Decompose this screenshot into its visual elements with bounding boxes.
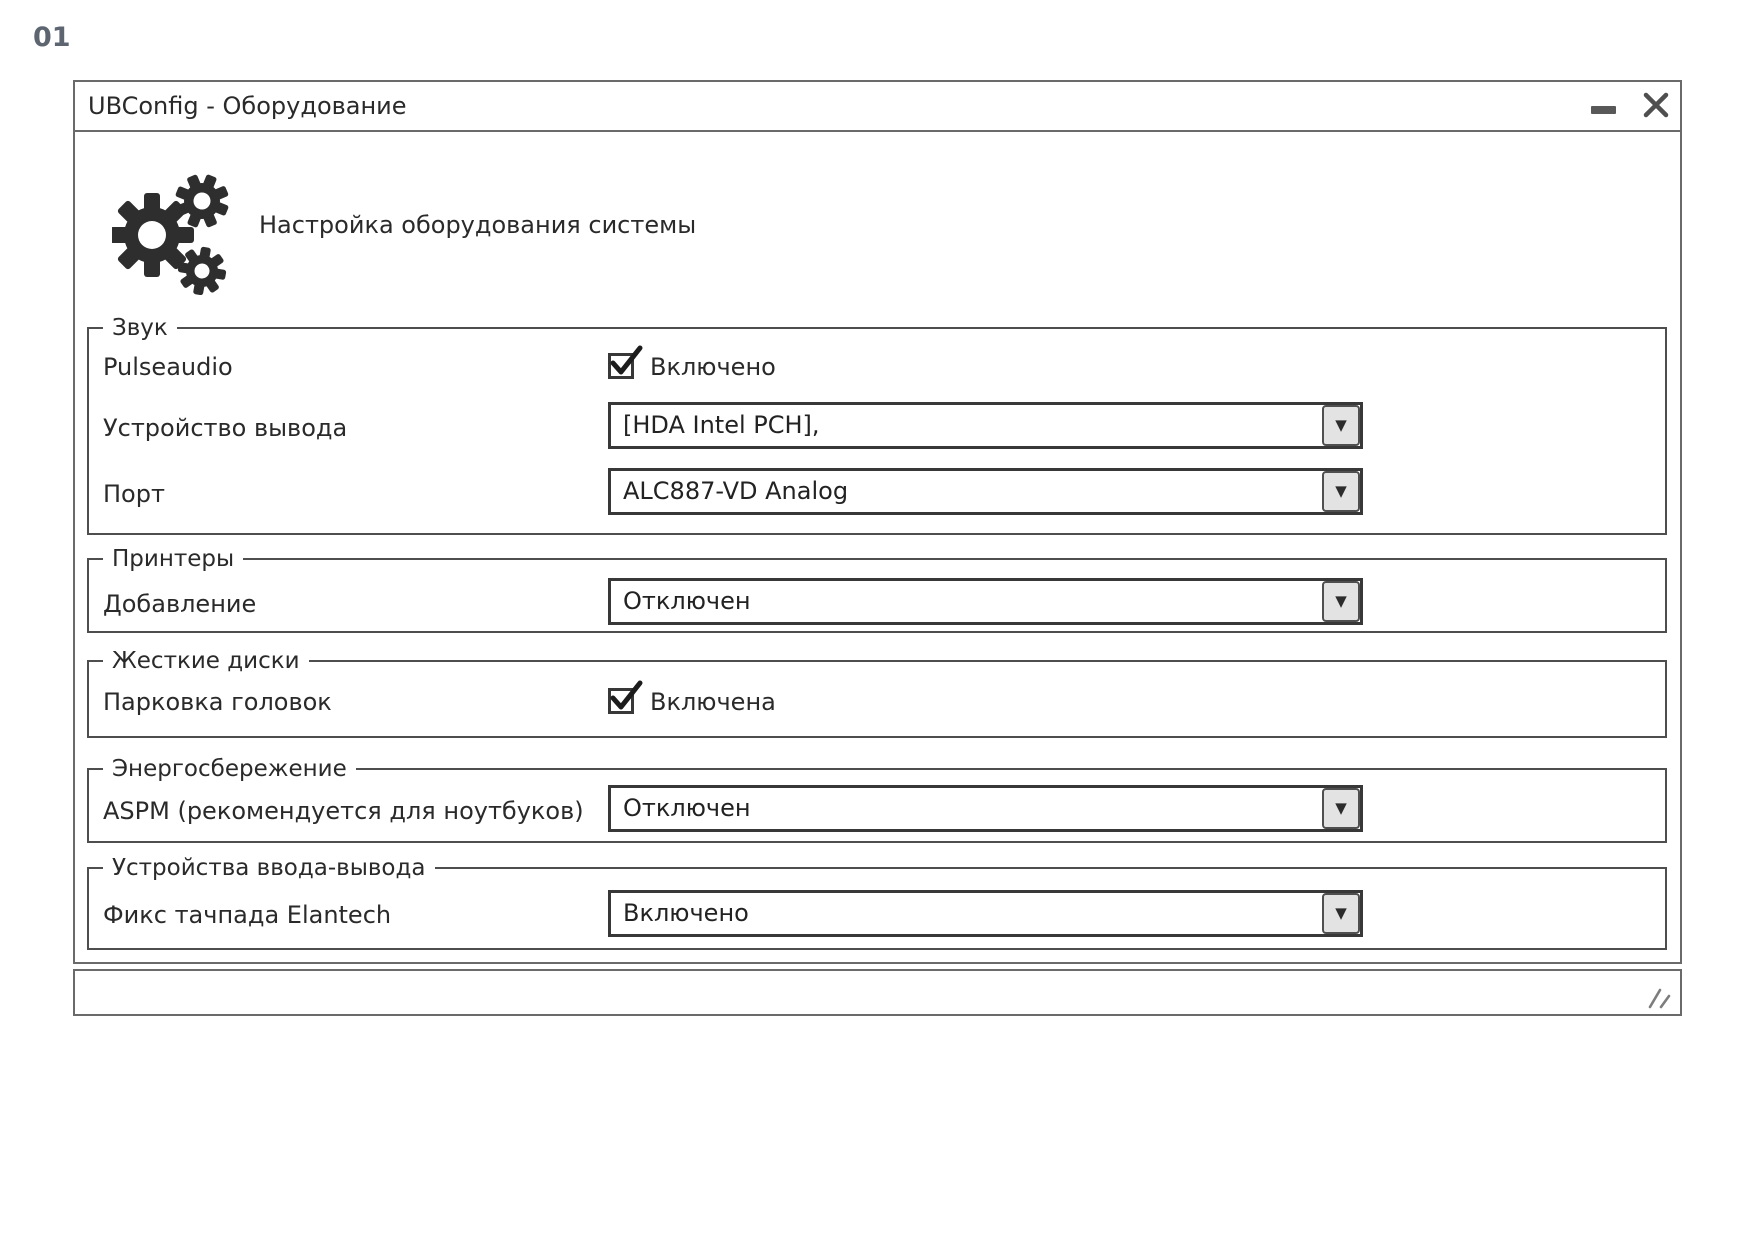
output-device-dropdown[interactable] xyxy=(608,402,1363,449)
port-dropdown[interactable] xyxy=(608,468,1363,515)
pulseaudio-checkbox-label: Включено xyxy=(650,353,776,381)
window-subtitle: Настройка оборудования системы xyxy=(259,211,697,239)
head-parking-checkbox-label: Включена xyxy=(650,688,776,716)
group-sound xyxy=(87,315,1667,535)
window-title: UBConfig - Оборудование xyxy=(88,92,407,120)
output-device-value: [HDA Intel PCH], xyxy=(623,411,820,439)
close-button[interactable] xyxy=(1641,90,1671,120)
label-port: Порт xyxy=(103,480,165,508)
dropdown-arrow-icon: ▼ xyxy=(1335,482,1347,500)
group-sound-legend: Звук xyxy=(103,314,177,342)
minimize-button[interactable] xyxy=(1591,106,1616,114)
label-elantech-fix: Фикс тачпада Elantech xyxy=(103,901,392,929)
group-hdd xyxy=(87,648,1667,738)
head-parking-checkbox[interactable] xyxy=(608,688,634,714)
label-head-parking: Парковка головок xyxy=(103,688,332,716)
dropdown-arrow-icon: ▼ xyxy=(1335,799,1347,817)
aspm-value: Отключен xyxy=(623,794,751,822)
aspm-dropdown[interactable] xyxy=(608,785,1363,832)
port-dropdown-button[interactable] xyxy=(1322,471,1360,512)
port-value: ALC887-VD Analog xyxy=(623,477,849,505)
group-io-devices-legend: Устройства ввода-вывода xyxy=(103,854,435,882)
group-power-saving-legend: Энергосбережение xyxy=(103,755,356,783)
resize-grip[interactable] xyxy=(1647,987,1673,1009)
status-bar xyxy=(73,969,1682,1016)
dropdown-arrow-icon: ▼ xyxy=(1335,416,1347,434)
gears-icon xyxy=(112,165,230,295)
group-printers-legend: Принтеры xyxy=(103,545,243,573)
slide-number: 01 xyxy=(33,22,71,53)
printer-add-dropdown[interactable] xyxy=(608,578,1363,625)
group-printers xyxy=(87,546,1667,633)
output-device-dropdown-button[interactable] xyxy=(1322,405,1360,446)
pulseaudio-checkbox[interactable] xyxy=(608,353,634,379)
title-bar xyxy=(75,82,1680,132)
label-aspm: ASPM (рекомендуется для ноутбуков) xyxy=(103,797,584,825)
label-pulseaudio: Pulseaudio xyxy=(103,353,233,381)
group-hdd-legend: Жесткие диски xyxy=(103,647,309,675)
printer-add-dropdown-button[interactable] xyxy=(1322,581,1360,622)
label-printer-add: Добавление xyxy=(103,590,257,618)
resize-grip-icon xyxy=(1647,987,1673,1009)
elantech-fix-dropdown[interactable] xyxy=(608,890,1363,937)
dropdown-arrow-icon: ▼ xyxy=(1335,904,1347,922)
printer-add-value: Отключен xyxy=(623,587,751,615)
label-output-device: Устройство вывода xyxy=(103,414,348,442)
aspm-dropdown-button[interactable] xyxy=(1322,788,1360,829)
dropdown-arrow-icon: ▼ xyxy=(1335,592,1347,610)
elantech-fix-value: Включено xyxy=(623,899,749,927)
group-io-devices xyxy=(87,855,1667,950)
app-window xyxy=(73,80,1682,964)
group-power-saving xyxy=(87,756,1667,843)
close-icon xyxy=(1641,90,1671,120)
elantech-fix-dropdown-button[interactable] xyxy=(1322,893,1360,934)
